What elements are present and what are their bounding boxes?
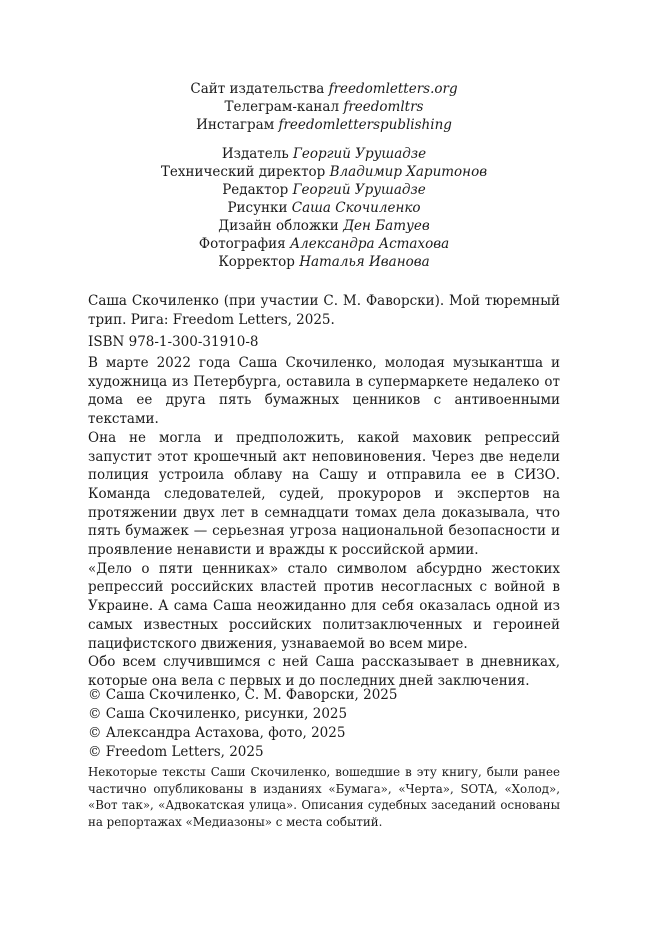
copyright-line: © Саша Скочиленко, рисунки, 2025 [88, 706, 348, 722]
credit-photography: Фотография Александра Астахова [198, 236, 450, 252]
copyright-line: © Александра Астахова, фото, 2025 [88, 725, 346, 741]
isbn-text: ISBN 978-1-300-31910-8 [88, 334, 259, 350]
credit-proofreader: Корректор Наталья Иванова [218, 254, 430, 270]
publisher-website-line: Сайт издательства freedomletters.org [190, 81, 458, 97]
instagram-line: Инстаграм freedomletterspublishing [196, 117, 452, 133]
credit-technical-director: Технический директор Владимир Харитонов [160, 164, 488, 180]
telegram-channel-line: Телеграм-канал freedomltrs [224, 99, 424, 115]
credit-illustrations: Рисунки Саша Скочиленко [227, 200, 421, 216]
annotation-paragraph: Обо всем случившимся с ней Саша рассказывает в дневниках, которые она вела с первых и до последних дней заключения. [88, 654, 560, 689]
annotation [88, 354, 560, 691]
copyright-notices [88, 686, 560, 762]
publication-note: Некоторые тексты Саши Скочиленко, вошедшие в эту книгу, были ранее частично опубликованы в изданиях «Бумага», «Черта», SOTA, «Холод», «Вот так», «Адвокатская улица». Описания судебных заседаний основаны на репортажах «Медиазоны» с места событий. [88, 765, 560, 829]
telegram-channel: freedomltrs [343, 99, 424, 115]
publisher-website: freedomletters.org [328, 81, 458, 97]
bibliographic-record-text: Саша Скочиленко (при участии С. М. Фаворски). Мой тюремный трип. Рига: Freedom Letters, 2025. [88, 293, 560, 328]
bibliographic-record [88, 292, 560, 329]
copyright-line: © Саша Скочиленко, С. М. Фаворски, 2025 [88, 687, 398, 703]
isbn [88, 333, 560, 352]
annotation-paragraph: В марте 2022 года Саша Скочиленко, молодая музыкантша и художница из Петербурга, оставила в супермаркете недалеко от дома ее друга пять бумажных ценников с антивоенными текстами. [88, 355, 560, 428]
copyright-line: © Freedom Letters, 2025 [88, 744, 264, 760]
credit-cover-design: Дизайн обложки Ден Батуев [218, 218, 430, 234]
credits-list [0, 145, 648, 271]
instagram-account: freedomletterspublishing [278, 117, 452, 133]
annotation-paragraph: «Дело о пяти ценниках» стало символом абсурдно жестоких репрессий российских властей против несогласных с войной в Украине. А сама Саша неожиданно для себя оказалась одной из самых известных российских политзаключенных и героиней пацифистского движения, узнаваемой во всем мире. [88, 560, 560, 652]
annotation-paragraph: Она не могла и предположить, какой маховик репрессий запустит этот крошечный акт неповиновения. Через две недели полиция устроила облаву на Сашу и отправила ее в СИЗО. Команда следователей, судей, прокуроров и экспертов на протяжении двух лет в семнадцати томах дела доказывала, что пять бумажек — серьезная угроза национальной безопасности и проявление ненависти и вражды к российской армии. [88, 429, 560, 559]
credit-publisher: Издатель Георгий Урушадзе [221, 146, 427, 162]
credit-editor: Редактор Георгий Урушадзе [222, 182, 426, 198]
publisher-links [0, 80, 648, 134]
